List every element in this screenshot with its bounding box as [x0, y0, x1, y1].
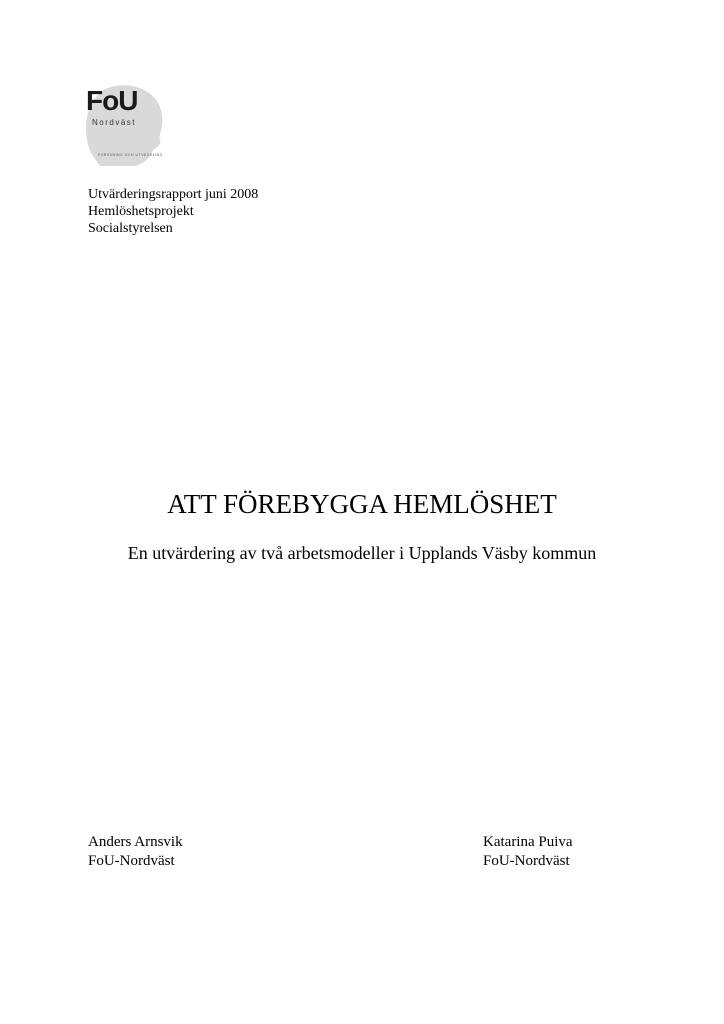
- author-block-left: [88, 833, 183, 871]
- author-block-right: [483, 833, 573, 871]
- author-name: Anders Arnsvik: [88, 834, 183, 850]
- report-type-date: Utvärderingsrapport juni 2008: [88, 187, 259, 202]
- author-organization: FoU-Nordväst: [88, 853, 175, 869]
- document-title: ATT FÖREBYGGA HEMLÖSHET: [167, 489, 557, 519]
- document-subtitle: En utvärdering av två arbetsmodeller i Upplands Väsby kommun: [127, 543, 597, 563]
- author-name: Katarina Puiva: [483, 834, 573, 850]
- report-organization: Socialstyrelsen: [88, 221, 173, 236]
- logo-tagline: FORSKNING OCH UTVECKLING: [98, 153, 163, 157]
- report-project: Hemlöshetsprojekt: [88, 204, 194, 219]
- report-meta: [88, 186, 258, 237]
- logo-sub-text: Nordväst: [92, 118, 137, 127]
- logo-main-text: FoU: [86, 85, 138, 116]
- fou-nordvast-logo: [78, 82, 174, 168]
- author-organization: FoU-Nordväst: [483, 853, 570, 869]
